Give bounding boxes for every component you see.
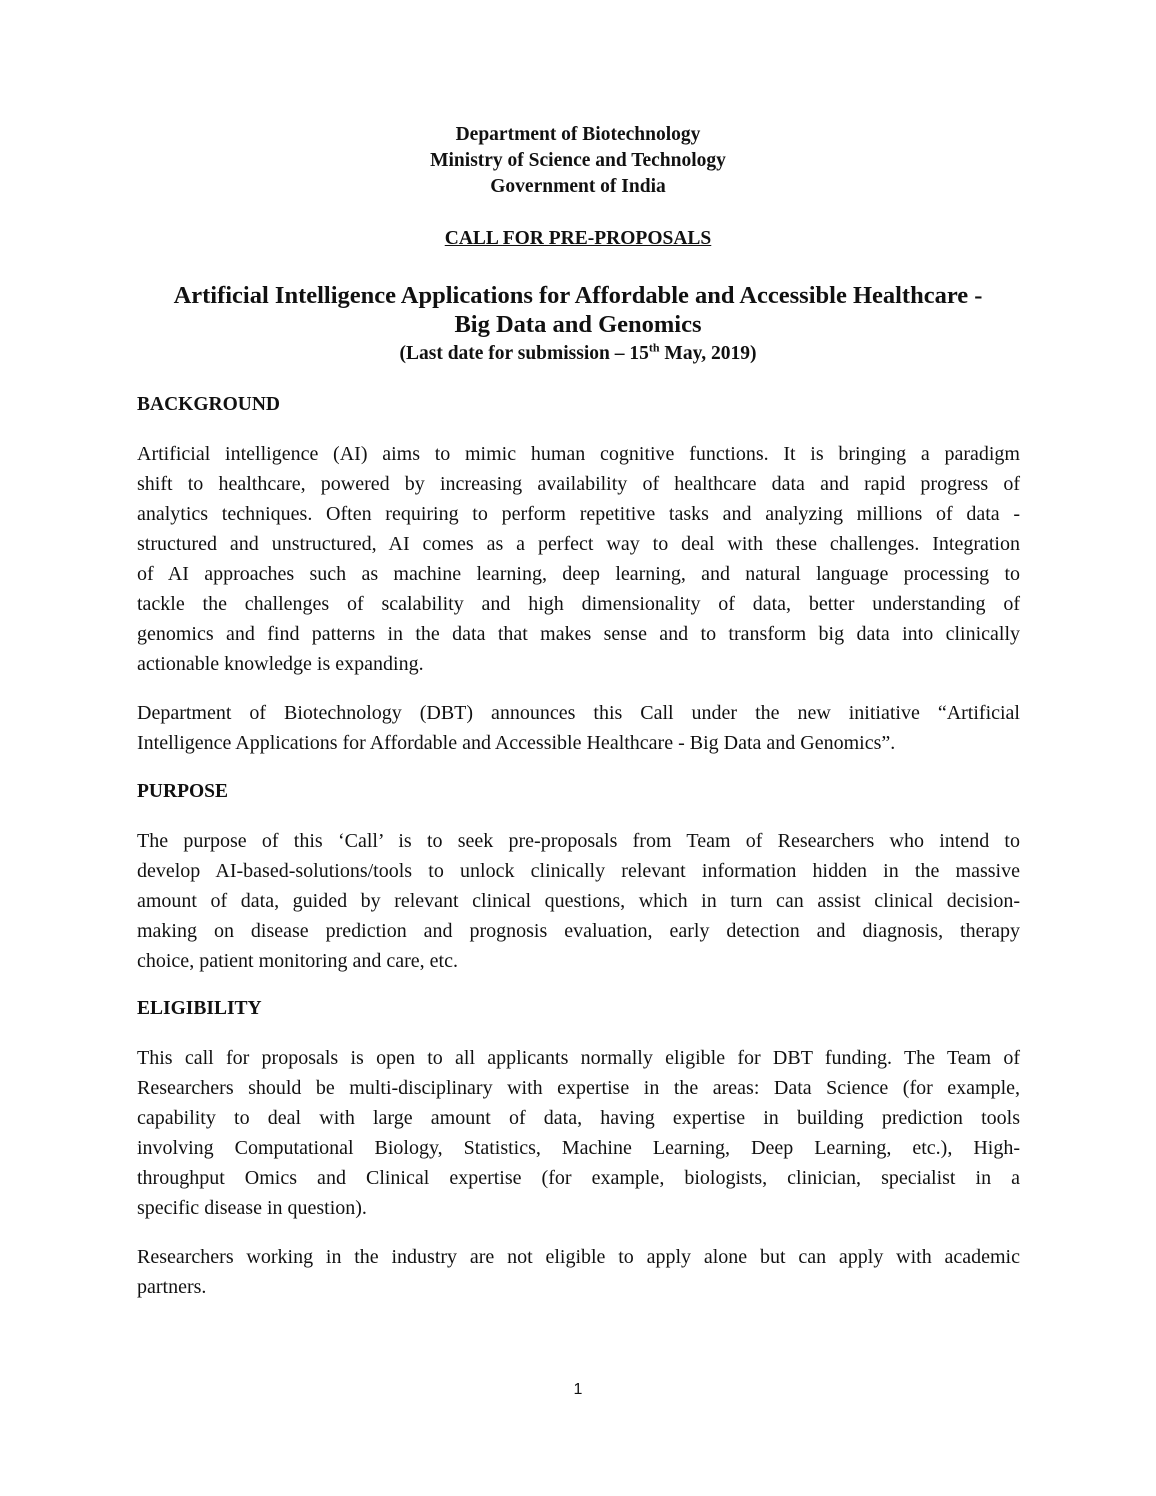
paragraph-line: analytics techniques. Often requiring to perform repetitive tasks and analyzing millions of data - xyxy=(137,503,1020,525)
title-line: Big Data and Genomics xyxy=(454,311,702,338)
deadline-prefix: (Last date for submission – 15 xyxy=(399,343,649,364)
eligibility-heading: ELIGIBILITY xyxy=(137,998,262,1019)
purpose-paragraph xyxy=(137,826,1020,976)
paragraph-line: This call for proposals is open to all applicants normally eligible for DBT funding. The Team of xyxy=(137,1047,1020,1069)
deadline-sup: th xyxy=(648,340,660,355)
header-line: Department of Biotechnology xyxy=(455,124,701,145)
paragraph-line: throughput Omics and Clinical expertise (for example, biologists, clinician, specialist in a xyxy=(137,1167,1020,1189)
paragraph-line: specific disease in question). xyxy=(137,1197,367,1219)
deadline-suffix: May, 2019) xyxy=(659,343,757,364)
paragraph-line: capability to deal with large amount of data, having expertise in building prediction tools xyxy=(137,1107,1020,1129)
paragraph-line: shift to healthcare, powered by increasing availability of healthcare data and rapid progress of xyxy=(137,473,1020,495)
page-number: 1 xyxy=(573,1381,583,1398)
paragraph-line: Artificial intelligence (AI) aims to mimic human cognitive functions. It is bringing a paradigm xyxy=(137,443,1020,465)
eligibility-paragraph-1 xyxy=(137,1043,1020,1223)
paragraph-line: making on disease prediction and prognosis evaluation, early detection and diagnosis, therapy xyxy=(137,920,1020,942)
paragraph-line: The purpose of this ‘Call’ is to seek pre-proposals from Team of Researchers who intend to xyxy=(137,830,1020,852)
purpose-heading: PURPOSE xyxy=(137,781,229,802)
header-line: Government of India xyxy=(490,176,666,197)
paragraph-line: actionable knowledge is expanding. xyxy=(137,653,424,675)
call-label: CALL FOR PRE-PROPOSALS xyxy=(444,228,712,249)
department-header xyxy=(0,122,1156,200)
submission-deadline xyxy=(0,340,1156,365)
paragraph-line: amount of data, guided by relevant clinical questions, which in turn can assist clinical decision- xyxy=(137,890,1020,912)
eligibility-paragraph-2 xyxy=(137,1242,1020,1302)
paragraph-line: Researchers working in the industry are not eligible to apply alone but can apply with academic xyxy=(137,1246,1020,1268)
background-paragraph-1 xyxy=(137,439,1020,679)
background-paragraph-2 xyxy=(137,698,1020,758)
header-line: Ministry of Science and Technology xyxy=(430,150,726,171)
paragraph-line: involving Computational Biology, Statistics, Machine Learning, Deep Learning, etc.), High- xyxy=(137,1137,1020,1159)
paragraph-line: tackle the challenges of scalability and high dimensionality of data, better understanding of xyxy=(137,593,1020,615)
paragraph-line: choice, patient monitoring and care, etc. xyxy=(137,950,458,972)
paragraph-line: Department of Biotechnology (DBT) announces this Call under the new initiative “Artificial xyxy=(137,702,1020,724)
paragraph-line: partners. xyxy=(137,1276,207,1298)
paragraph-line: structured and unstructured, AI comes as a perfect way to deal with these challenges. Integration xyxy=(137,533,1020,555)
title-line: Artificial Intelligence Applications for Affordable and Accessible Healthcare - xyxy=(173,282,983,309)
paragraph-line: Intelligence Applications for Affordable and Accessible Healthcare - Big Data and Genomics”. xyxy=(137,732,896,754)
document-title xyxy=(0,281,1156,339)
background-heading: BACKGROUND xyxy=(137,394,281,415)
paragraph-line: develop AI-based-solutions/tools to unlock clinically relevant information hidden in the massive xyxy=(137,860,1020,882)
paragraph-line: genomics and find patterns in the data that makes sense and to transform big data into clinically xyxy=(137,623,1020,645)
paragraph-line: Researchers should be multi-disciplinary with expertise in the areas: Data Science (for example, xyxy=(137,1077,1020,1099)
paragraph-line: of AI approaches such as machine learning, deep learning, and natural language processing to xyxy=(137,563,1020,585)
